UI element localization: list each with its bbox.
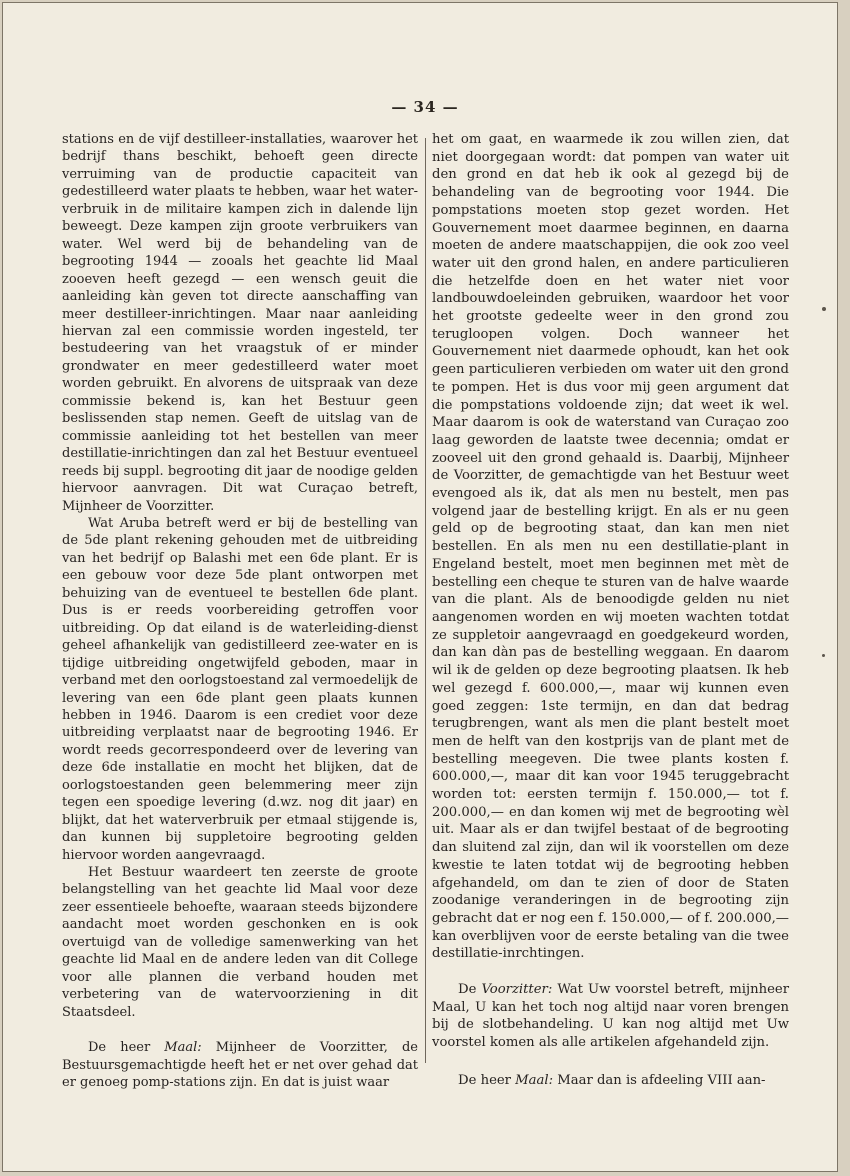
paper-speck: [822, 654, 825, 657]
speaker-name: Maal:: [164, 1040, 202, 1056]
speaker-name: Voorzitter:: [481, 982, 553, 998]
right-paragraph-1: het om gaat, en waarmede ik zou willen zien, dat niet doorgegaan wordt: dat pompen van water uit den grond en dat heb ik ook al gezegd bij de behandeling van de begrooting voor 1944. Die pompstations moeten stop gezet worden. Het Gouvernement moet daarmee beginnen, en daarna moeten de andere maatschappijen, die ook zoo veel water uit den grond halen, en andere particulieren die hetzelfde doen en het water niet voor landbouwdoeleinden gebruiken, waardoor het voor het grootste gedeelte weer in den grond zou terugloopen volgen. Doch wanneer het Gouvernement niet daarmede ophoudt, kan het ook geen particulieren verbieden om water uit den grond te pompen. Het is dus voor mij geen argument dat die pompstations voldoende zijn; dat weet ik wel. Maar daarom is ook de waterstand van Curaçao zoo laag geworden de laatste twee decennia; omdat er zooveel uit den grond gehaald is. Daarbij, Mijnheer de Voorzitter, de gemachtigde van het Bestuur weet evengoed als ik, dat als men nu bestelt, men pas volgend jaar de bestelling krijgt. En als er nu geen geld op de begrooting staat, dan kan men niet bestellen. En als men nu een destillatie-plant in Engeland bestelt, moet men beginnen met mèt de bestelling een cheque te sturen van de halve waarde van die plant. Als de benoodigde gelden nu niet aangenomen worden en wij moeten wachten totdat ze suppletoir aangevraagd en goedgekeurd worden, dan kan dàn pas de bestelling weggaan. En daarom wil ik de gelden op deze begrooting plaatsen. Ik heb wel gezegd f. 600.000,—, maar wij kunnen even goed zeggen: 1ste termijn, en dan dat bedrag terugbrengen, want als men die plant bestelt moet men de helft van den kostprijs van de plant met de bestelling meegeven. Die twee plants kosten f. 600.000,—, maar dit kan voor 1945 teruggebracht worden tot: eersten termijn f. 150.000,— tot f. 200.000,— en dan komen wij met de begrooting wèl uit. Maar als er dan twijfel bestaat of de begrooting dan sluitend zal zijn, dan wil ik voorstellen om deze kwestie te laten totdat wij de begrooting hebben afgehandeld, om dan te zien of door de Staten zoodanige veranderingen in de begrooting zijn gebracht dat er nog een f. 150.000,— of f. 200.000,— kan overblijven voor de eerste betaling van die twee destillatie-inrchtingen.: [432, 132, 789, 962]
speaker-prefix: De: [458, 982, 482, 998]
speaker-prefix: De heer: [88, 1040, 165, 1056]
speech-text: Mijnheer de Voorzitter, de Bestuursgemachtigde heeft het er net over gehad dat er genoeg pomp-stations zijn. En dat is juist waar: [62, 1040, 418, 1091]
right-column: [432, 131, 789, 1090]
left-paragraph-2: Wat Aruba betreft werd er bij de bestelling van de 5de plant rekening gehouden met de uitbreiding van het bedrijf op Balashi met een 6de plant. Er is een gebouw voor deze 5de plant ontworpen met behuizing van de eventueel te bestellen 6de plant. Dus is er reeds voorbereiding getroffen voor uitbreiding. Op dat eiland is de waterleiding-dienst geheel afhankelijk van gedistilleerd zee-water en is tijdige uitbreiding ongetwijfeld geboden, maar in verband met den oorlogstoestand zal vermoedelijk de levering van een 6de plant geen plaats kunnen hebben in 1946. Daarom is een crediet voor deze uitbreiding verplaatst naar de begrooting 1946. Er wordt reeds gecorrespondeerd over de levering van deze 6de installatie en mocht het blijken, dat de oorlogstoestanden geen belemmering meer zijn tegen een spoedige levering (d.wz. nog dit jaar) en blijkt, dat het waterverbruik per etmaal stijgende is, dan kunnen bij suppletoire begrooting gelden hiervoor worden aangevraagd.: [62, 515, 418, 863]
left-paragraph-1: stations en de vijf destilleer-installaties, waarover het bedrijf thans beschikt, behoeft geen directe verruiming van de productie capaciteit van gedestilleerd water plaats te hebben, waar het water-verbruik in de militaire kampen zich in dalende lijn beweegt. Deze kampen zijn groote verbruikers van water. Wel werd bij de behandeling van de begrooting 1944 — zooals het geachte lid Maal zooeven heeft gezegd — een wensch geuit die aanleiding kàn geven tot directe aanschaffing van meer destilleer-inrichtingen. Maar naar aanleiding hiervan zal een commissie worden ingesteld, ter bestudeering van het vraagstuk of er minder grondwater en meer gedestilleerd water moet worden gebruikt. En alvorens de uitspraak van deze commissie bekend is, kan het Bestuur geen beslissenden stap nemen. Geeft de uitslag van de commissie aanleiding tot het bestellen van meer destillatie-inrichtingen dan zal het Bestuur eventueel reeds bij suppl. begrooting dit jaar de noodige gelden hiervoor aanvragen. Dit wat Curaçao betreft, Mijnheer de Voorzitter.: [62, 132, 418, 514]
speaker-prefix: De heer: [458, 1072, 516, 1088]
left-paragraph-4: [62, 1039, 418, 1091]
speech-text: Maar dan is afdeeling VIII aan-: [553, 1072, 766, 1088]
page-number: — 34 —: [391, 98, 459, 116]
speaker-name: Maal:: [515, 1072, 554, 1088]
speech-text: Wat Uw voorstel betreft, mijnheer Maal, U kan het toch nog altijd naar voren brengen bij de slotbehandeling. U kan nog altijd met Uw voorstel komen als alle artikelen afgehandeld zijn.: [432, 982, 790, 1051]
left-paragraph-3: Het Bestuur waardeert ten zeerste de groote belangstelling van het geachte lid Maal voor deze zeer essentieele behoefte, waaraan steeds bijzondere aandacht moet worden geschonken en is ook overtuigd van de volledige samenwerking van het geachte lid Maal en de andere leden van dit College voor alle plannen die verband houden met verbetering van de watervoorziening in dit Staatsdeel.: [62, 865, 418, 1020]
column-divider: [425, 138, 426, 1063]
right-paragraph-2: [432, 981, 789, 1052]
right-paragraph-3: [432, 1072, 789, 1090]
left-column: [62, 131, 418, 1091]
paper-speck: [822, 307, 826, 311]
